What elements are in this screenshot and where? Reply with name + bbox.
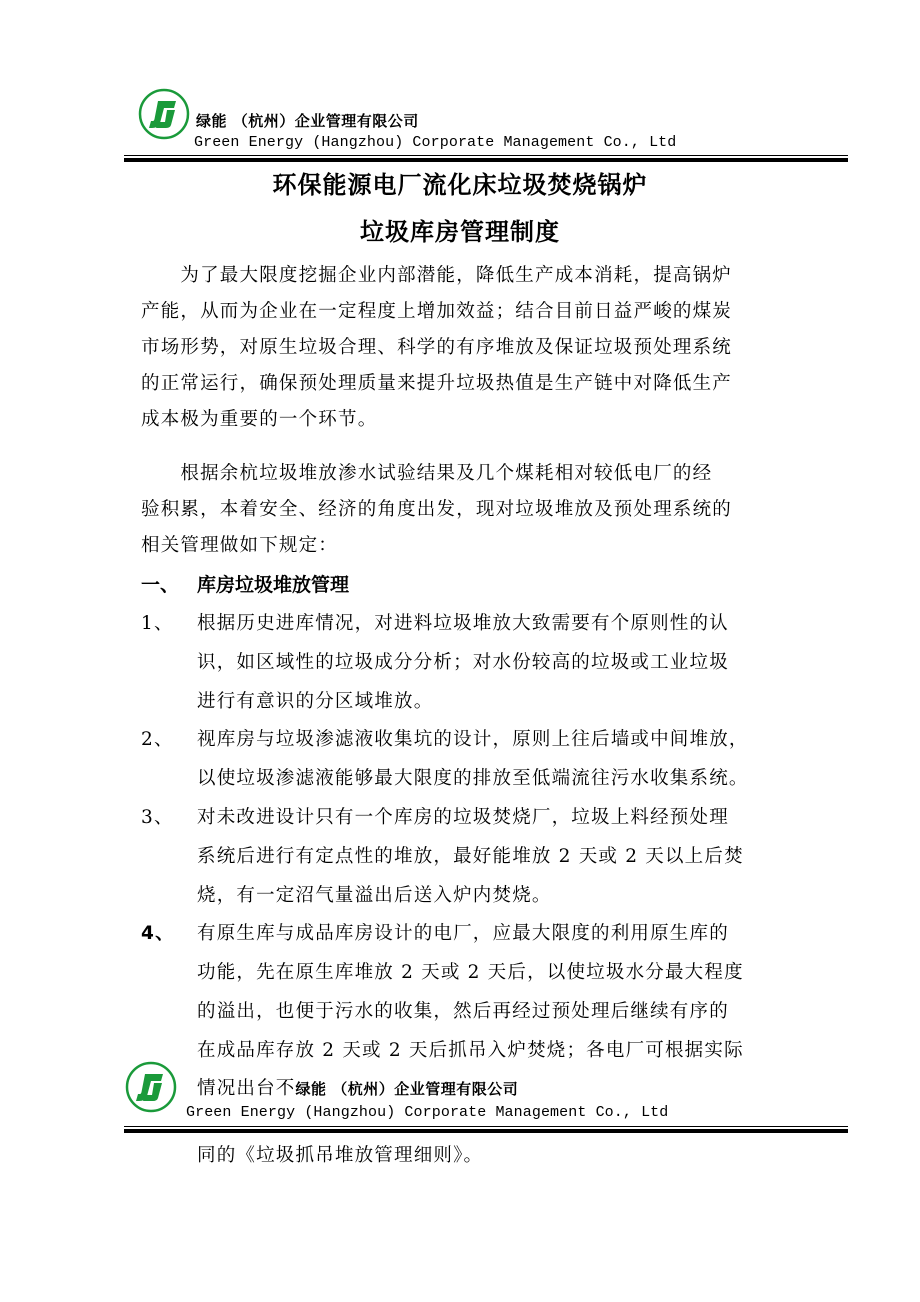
text-line: 根据余杭垃圾堆放渗水试验结果及几个煤耗相对较低电厂的经	[141, 463, 713, 484]
text-line: 进行有意识的分区域堆放。	[197, 691, 434, 712]
company-name-cn: 绿能 （杭州）企业管理有限公司	[295, 1080, 519, 1098]
item-number: 3、	[141, 807, 174, 828]
text-line: 同的《垃圾抓吊堆放管理细则》。	[197, 1145, 484, 1166]
text-line: 功能，先在原生库堆放 2 天或 2 天后，以使垃圾水分最大程度	[197, 962, 744, 983]
header-rule	[124, 1126, 848, 1133]
intro-paragraph-1	[141, 258, 791, 438]
text-line: 对未改进设计只有一个库房的垃圾焚烧厂，垃圾上料经预处理	[197, 807, 729, 828]
text-line: 验积累，本着安全、经济的角度出发，现对垃圾堆放及预处理系统的	[141, 499, 733, 520]
header-rule	[124, 155, 848, 162]
document-title-line2: 垃圾库房管理制度	[360, 218, 560, 246]
green-energy-logo-icon	[138, 88, 190, 140]
text-line: 视库房与垃圾渗滤液收集坑的设计，原则上往后墙或中间堆放，	[197, 729, 749, 750]
text-line: 以使垃圾渗滤液能够最大限度的排放至低端流往污水收集系统。	[197, 768, 749, 789]
text-line: 烧，有一定沼气量溢出后送入炉内焚烧。	[197, 885, 552, 906]
company-name-en: Green Energy (Hangzhou) Corporate Management Co., Ltd	[186, 1104, 669, 1121]
section-number: 一、	[141, 574, 180, 596]
list-item-4	[141, 914, 801, 1070]
list-item-3	[141, 798, 801, 915]
text-line: 识，如区域性的垃圾成分分析；对水份较高的垃圾或工业垃圾	[197, 652, 729, 673]
section-title: 库房垃圾堆放管理	[197, 574, 350, 596]
text-line: 为了最大限度挖掘企业内部潜能，降低生产成本消耗，提高锅炉	[141, 265, 733, 286]
list-item-2	[141, 720, 801, 798]
text-line: 有原生库与成品库房设计的电厂，应最大限度的利用原生库的	[197, 923, 729, 944]
company-name-cn: 绿能 （杭州）企业管理有限公司	[196, 112, 419, 130]
text-line: 市场形势，对原生垃圾合理、科学的有序堆放及保证垃圾预处理系统	[141, 337, 733, 358]
list-item-1	[141, 604, 801, 721]
item-number: 2、	[141, 729, 174, 750]
intro-paragraph-2	[141, 456, 791, 564]
item-number: 4、	[141, 923, 175, 944]
section-heading	[141, 570, 349, 597]
green-energy-logo-icon	[125, 1061, 177, 1113]
text-line: 系统后进行有定点性的堆放，最好能堆放 2 天或 2 天以上后焚	[197, 846, 744, 867]
text-line: 产能，从而为企业在一定程度上增加效益；结合目前日益严峻的煤炭	[141, 301, 733, 322]
text-line: 在成品库存放 2 天或 2 天后抓吊入炉焚烧；各电厂可根据实际	[197, 1040, 744, 1061]
item-4-overlap-text: 情况出台不	[197, 1078, 296, 1099]
text-line: 成本极为重要的一个环节。	[141, 409, 378, 430]
text-line: 的溢出，也便于污水的收集，然后再经过预处理后继续有序的	[197, 1001, 729, 1022]
text-line: 根据历史进库情况，对进料垃圾堆放大致需要有个原则性的认	[197, 613, 729, 634]
text-line: 的正常运行，确保预处理质量来提升垃圾热值是生产链中对降低生产	[141, 373, 733, 394]
list-item-4-continuation	[141, 1136, 801, 1175]
page-break-overlap	[197, 1074, 518, 1100]
document-title-line1: 环保能源电厂流化床垃圾焚烧锅炉	[272, 171, 648, 199]
text-line: 相关管理做如下规定：	[141, 535, 339, 556]
company-name-en: Green Energy (Hangzhou) Corporate Management Co., Ltd	[194, 134, 677, 151]
item-number: 1、	[141, 613, 174, 634]
